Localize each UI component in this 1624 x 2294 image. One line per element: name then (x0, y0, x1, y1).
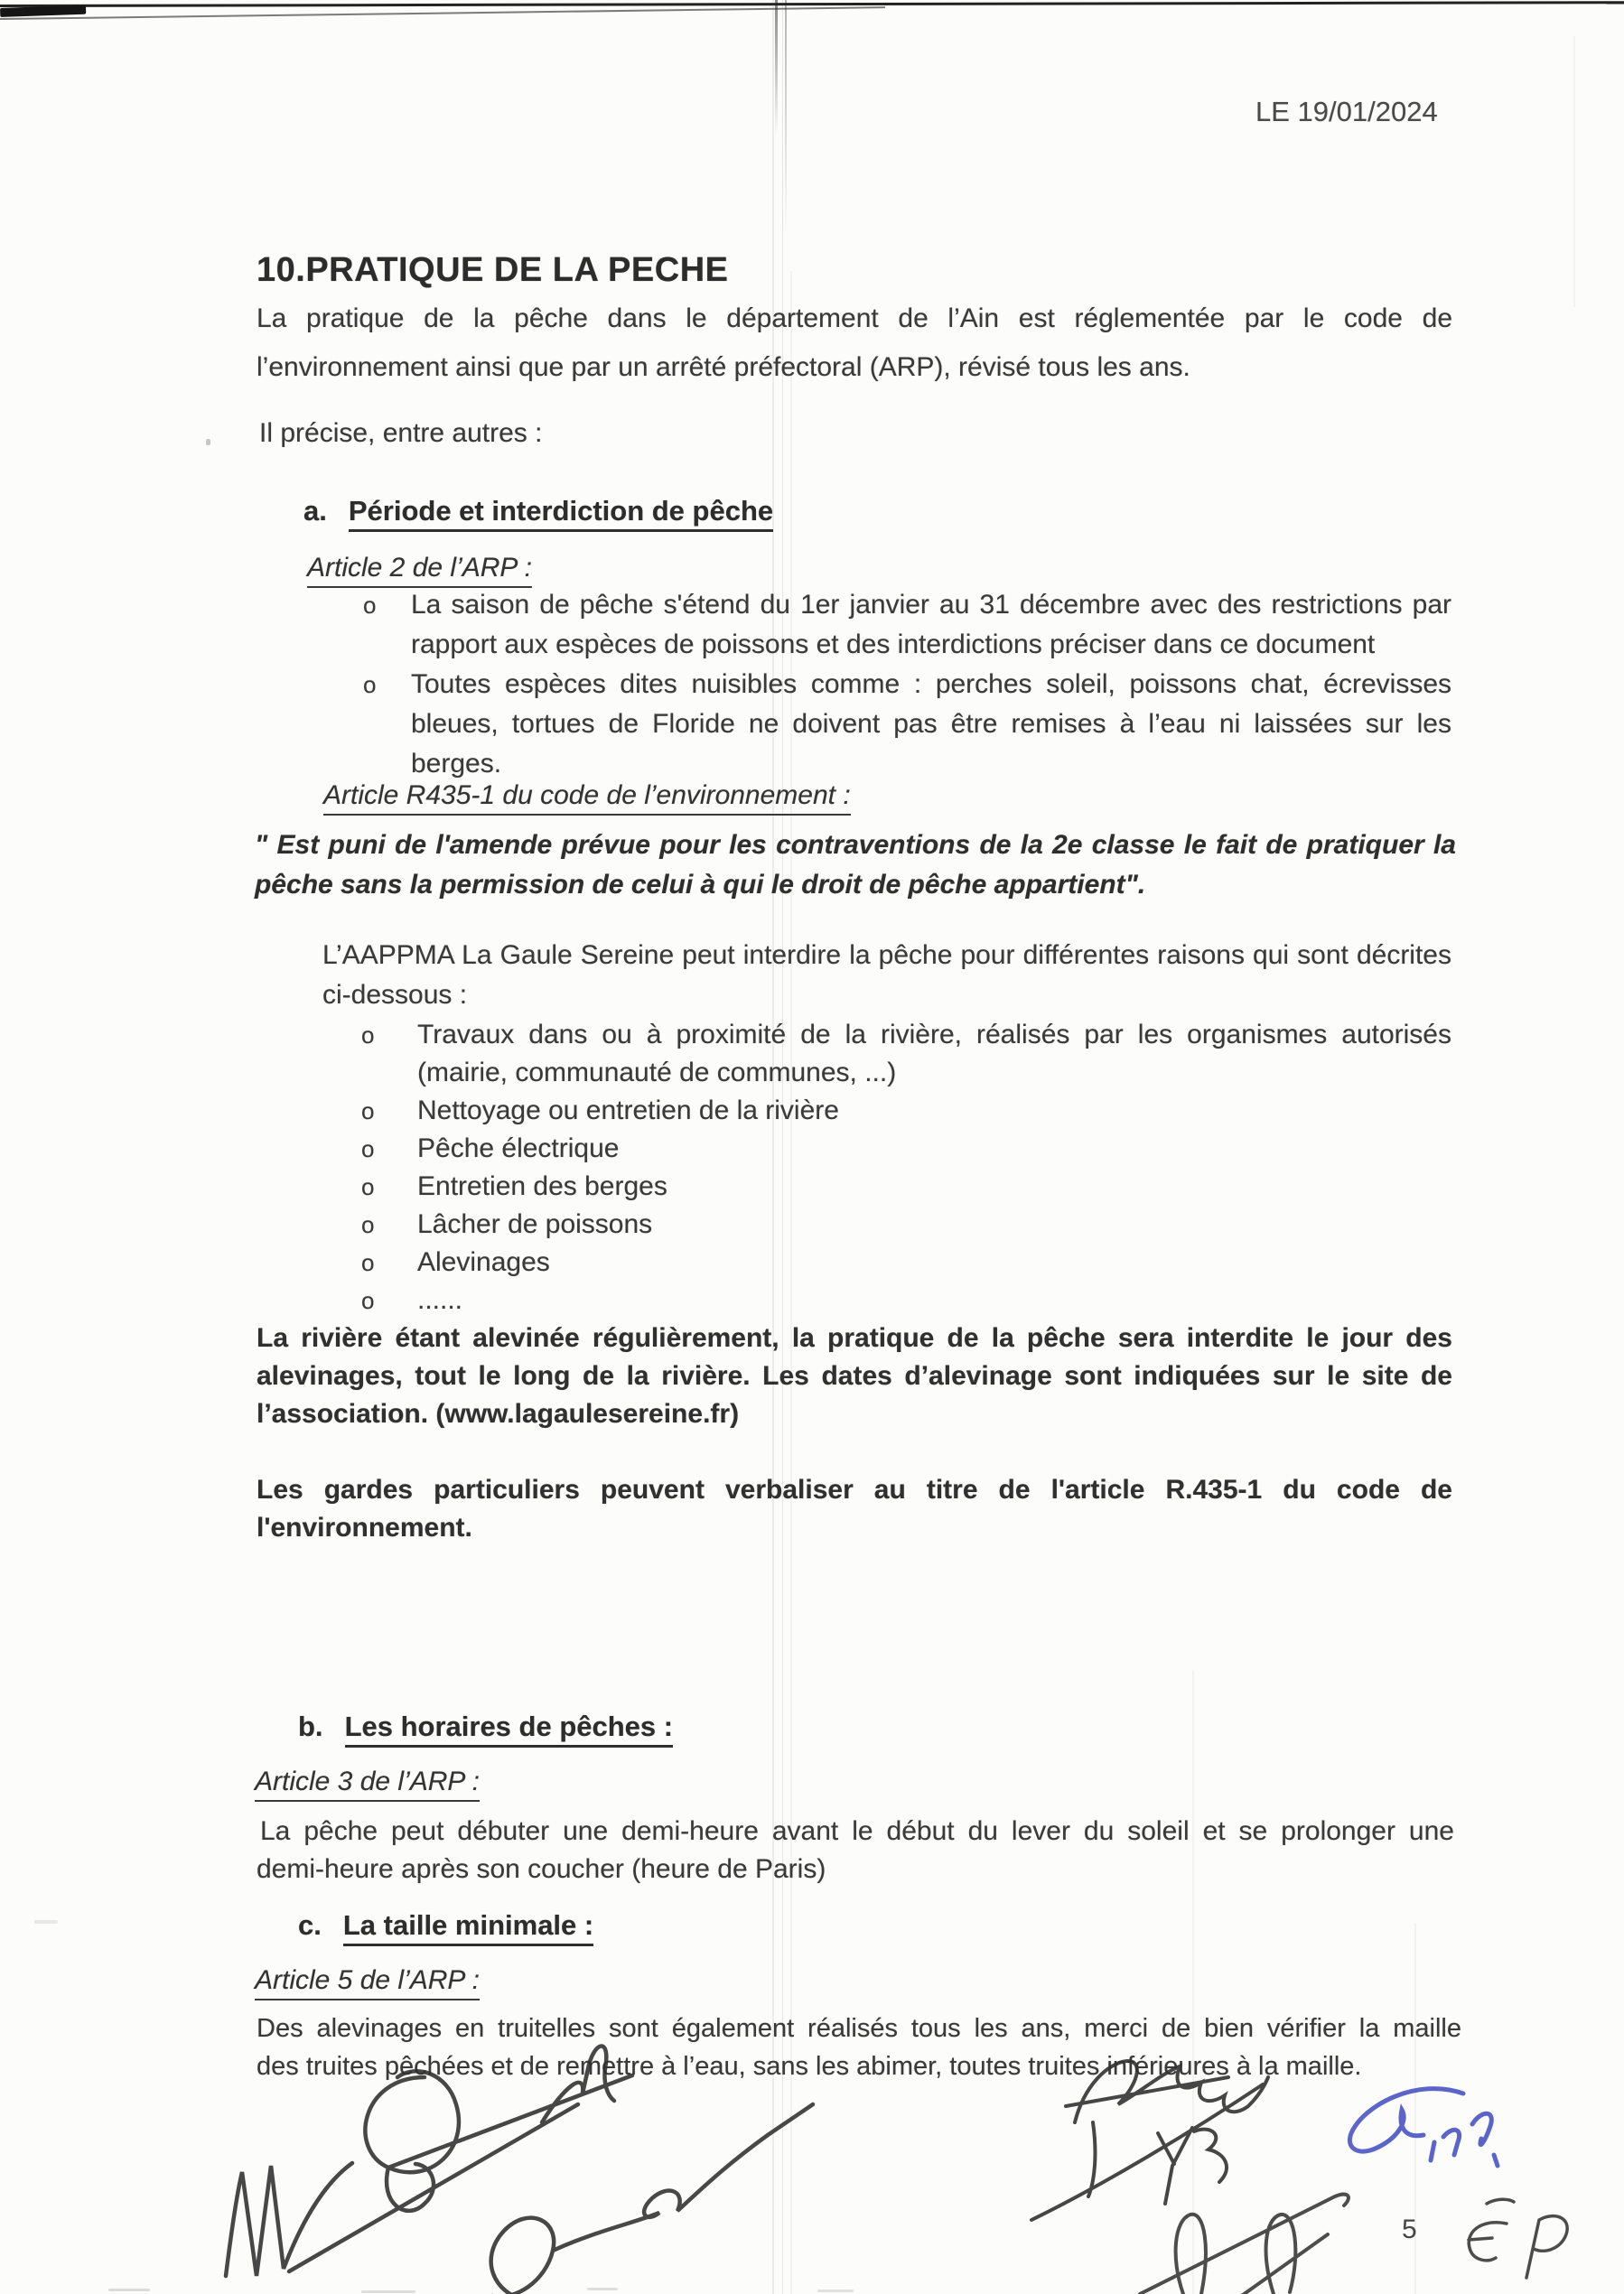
signature-center (491, 2104, 813, 2294)
section-a-title: Période et interdiction de pêche (349, 495, 773, 532)
aappma-line: L’AAPPMA La Gaule Sereine peut interdire la pêche pour différentes raisons qui sont décrites (322, 940, 1451, 970)
scan-top-slant-line (0, 6, 885, 20)
aappma-line: ci-dessous : (322, 980, 468, 1010)
riviere-line: l’association. (www.lagaulesereine.fr) (257, 1399, 740, 1429)
section-c-heading (298, 1909, 593, 1942)
bullet-marker: o (361, 1249, 375, 1276)
section-c-title: La taille minimale : (343, 1909, 593, 1946)
bullet-marker: o (361, 1287, 375, 1314)
scan-top-edge-line (0, 1, 1624, 7)
handwritten-initials (1469, 2199, 1567, 2278)
page-number: 5 (1402, 2215, 1417, 2244)
scan-fold-dark-tick (785, 0, 787, 235)
document-date: LE 19/01/2024 (1255, 96, 1438, 127)
bullet-marker: o (361, 1021, 375, 1049)
section-a-heading (303, 495, 773, 527)
bullet-marker: o (361, 1097, 375, 1124)
r435-quote-line: " Est puni de l'amende prévue pour les contraventions de la 2e classe le fait de pratiquer la (255, 830, 1456, 860)
reason-item: Entretien des berges (417, 1171, 667, 1201)
scan-speck (587, 2288, 618, 2290)
bullet-a1-line: La saison de pêche s'étend du 1er janvier au 31 décembre avec des restrictions par (411, 590, 1451, 620)
page-title: 10.PRATIQUE DE LA PECHE (257, 251, 729, 289)
section-c-letter: c. (298, 1909, 322, 1941)
riviere-line: alevinages, tout le long de la rivière. Les dates d’alevinage sont indiquées sur le site de (257, 1361, 1452, 1391)
reason-item: ...... (417, 1285, 463, 1315)
scan-fold-streak (782, 0, 783, 2294)
article-r435-heading: Article R435-1 du code de l’environnement : (323, 780, 851, 816)
bullet-marker: o (361, 1135, 375, 1162)
section-b-title: Les horaires de pêches : (345, 1711, 674, 1748)
section-a-letter: a. (303, 495, 327, 527)
section-b-letter: b. (298, 1711, 323, 1742)
gardes-line: Les gardes particuliers peuvent verbaliser au titre de l'article R.435-1 du code de (257, 1475, 1452, 1505)
bullet-a2-line: bleues, tortues de Floride ne doivent pas être remises à l’eau ni laissées sur les (411, 709, 1451, 739)
article-2-heading: Article 2 de l’ARP : (307, 553, 532, 588)
signature-ragou (1031, 2061, 1268, 2220)
reason-item: Pêche électrique (417, 1133, 620, 1163)
signature-blue (1349, 2089, 1498, 2166)
horaires-line: demi-heure après son coucher (heure de Paris) (257, 1854, 826, 1884)
precise-line: Il précise, entre autres : (259, 418, 543, 448)
bullet-marker: o (363, 671, 377, 698)
reason-item: Nettoyage ou entretien de la rivière (417, 1096, 839, 1125)
signature-bottom-loops (1140, 2195, 1349, 2294)
taille-line: des truites pêchées et de remettre à l’eau, sans les abimer, toutes truites inférieures à la maille. (257, 2052, 1362, 2081)
horaires-line: La pêche peut débuter une demi-heure avant le début du lever du soleil et se prolonger une (260, 1816, 1454, 1846)
section-b-heading (298, 1711, 673, 1743)
article-3-heading: Article 3 de l’ARP : (255, 1767, 480, 1802)
taille-line: Des alevinages en truitelles sont également réalisés tous les ans, merci de bien vérifier la maille (257, 2014, 1461, 2043)
scan-speck (817, 2289, 854, 2292)
scan-speck (34, 1920, 58, 1924)
scan-streak-right (1573, 36, 1575, 307)
r435-quote-line: pêche sans la permission de celui à qui le droit de pêche appartient". (255, 870, 1146, 900)
gardes-line: l'environnement. (257, 1513, 472, 1543)
scan-speck (361, 2290, 415, 2293)
scan-fold-streak (772, 0, 774, 2294)
bullet-a1-line: rapport aux espèces de poissons et des interdictions préciser dans ce document (411, 629, 1376, 659)
bullet-a2-line: berges. (411, 749, 502, 779)
reason-item: Alevinages (417, 1247, 550, 1277)
scan-streak-right (1192, 1671, 1194, 2294)
riviere-line: La rivière étant alevinée régulièrement, la pratique de la pêche sera interdite le jour des (257, 1323, 1452, 1353)
reason-item: (mairie, communauté de communes, ...) (417, 1058, 897, 1087)
bullet-a2-line: Toutes espèces dites nuisibles comme : perches soleil, poissons chat, écrevisses (411, 669, 1451, 699)
article-5-heading: Article 5 de l’ARP : (255, 1965, 480, 2000)
intro-line: l’environnement ainsi que par un arrêté préfectoral (ARP), révisé tous les ans. (257, 352, 1190, 382)
scan-top-left-blob (0, 5, 86, 17)
reason-item: Travaux dans ou à proximité de la rivière, réalisés par les organismes autorisés (417, 1020, 1451, 1049)
scan-fold-streak (790, 271, 792, 2294)
bullet-marker: o (361, 1173, 375, 1200)
scan-fold-dark-tick (775, 0, 778, 135)
reason-item: Lâcher de poissons (417, 1209, 653, 1239)
bullet-marker: o (361, 1211, 375, 1238)
intro-line: La pratique de la pêche dans le département de l’Ain est réglementée par le code de (257, 303, 1452, 333)
scan-speck (206, 439, 210, 445)
scan-speck (108, 2289, 150, 2291)
bullet-marker: o (363, 592, 377, 619)
